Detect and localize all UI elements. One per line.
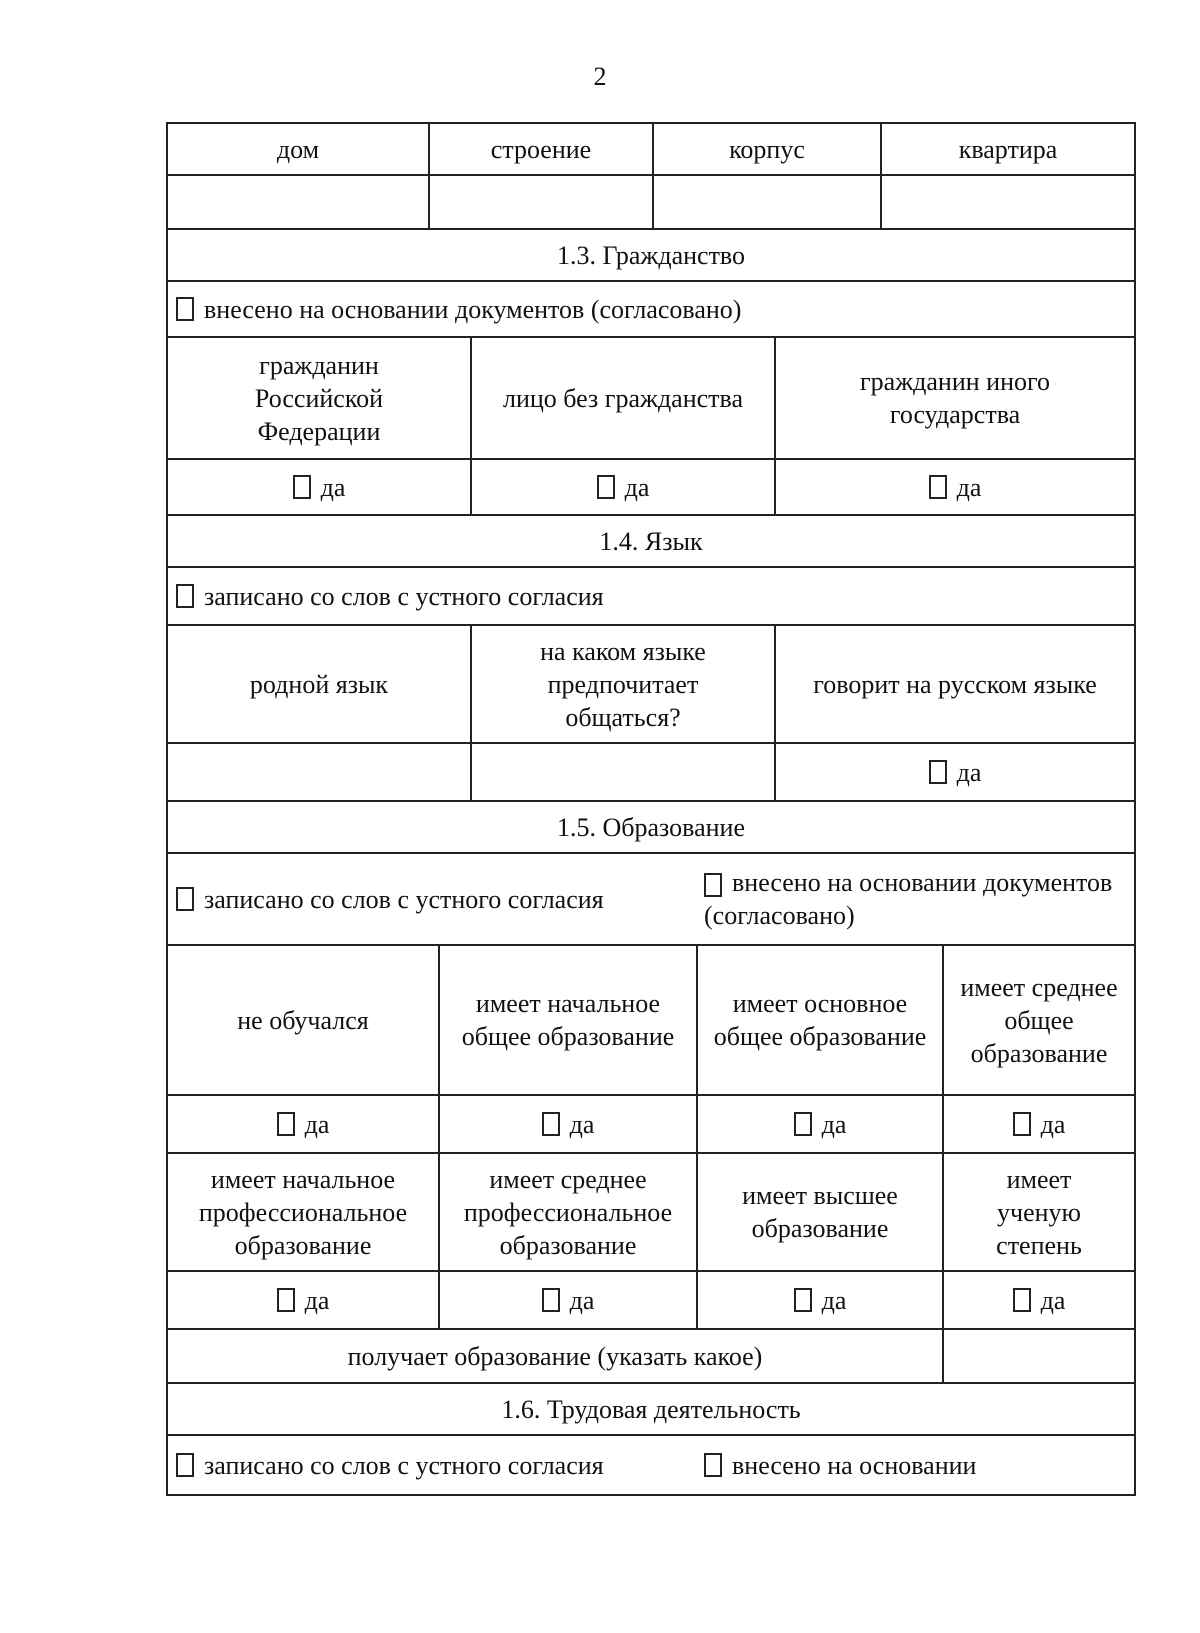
- employment-note-row: [166, 1436, 1136, 1496]
- citizenship-note-row: [166, 282, 1136, 338]
- header-no-education: не обучался: [168, 946, 440, 1094]
- header-apartment: квартира: [958, 134, 1058, 164]
- header-secondary-vocational: имеет среднее профессиональное образование: [440, 1154, 698, 1270]
- employment-section-title: [166, 1384, 1136, 1436]
- header-building: строение: [430, 124, 654, 174]
- citizenship-yes-row: [166, 460, 1136, 516]
- citizenship-note: [168, 282, 1134, 336]
- form-table: [166, 122, 1136, 1496]
- yes-cell: [168, 1096, 440, 1152]
- education-title: 1.5. Образование: [556, 812, 745, 842]
- yes-label: да: [1040, 1285, 1066, 1315]
- yes-label: да: [956, 472, 982, 502]
- option-russian-citizen-label: гражданин Российской Федерации: [254, 350, 384, 446]
- education-note-row: [166, 854, 1136, 946]
- secondary-vocational-checkbox[interactable]: [542, 1288, 560, 1312]
- yes-label: да: [821, 1109, 847, 1139]
- building-field[interactable]: [430, 176, 654, 228]
- employment-note-left-label: записано со слов с устного согласия: [204, 1450, 604, 1480]
- education-row1-headers: [166, 946, 1136, 1096]
- header-native-language: родной язык: [168, 626, 472, 742]
- house-field[interactable]: [168, 176, 430, 228]
- address-header-row: [166, 122, 1136, 176]
- language-values-row: [166, 744, 1136, 802]
- yes-cell: [472, 460, 776, 514]
- employment-documents-checkbox[interactable]: [704, 1453, 722, 1477]
- header-primary-general: [440, 946, 698, 1094]
- header-higher: [698, 1154, 944, 1270]
- yes-label: да: [1040, 1109, 1066, 1139]
- no-education-checkbox[interactable]: [277, 1112, 295, 1136]
- address-values-row: [166, 176, 1136, 230]
- option-russian-citizen: [168, 338, 472, 458]
- primary-general-checkbox[interactable]: [542, 1112, 560, 1136]
- education-row1-yes: [166, 1096, 1136, 1154]
- citizenship-note-label: внесено на основании документов (согласовано): [204, 294, 742, 324]
- header-primary-general-label: имеет начальное общее образование: [461, 989, 675, 1051]
- yes-label: да: [569, 1285, 595, 1315]
- language-section-title: [166, 516, 1136, 568]
- header-academic-degree: [944, 1154, 1134, 1270]
- option-foreign-citizen: [776, 338, 1134, 458]
- education-note-left-label: записано со слов с устного согласия: [204, 884, 604, 914]
- yes-cell: [168, 460, 472, 514]
- language-oral-consent-checkbox[interactable]: [176, 584, 194, 608]
- yes-label: да: [320, 472, 346, 502]
- education-row2-headers: [166, 1154, 1136, 1272]
- header-house: дом: [168, 124, 430, 174]
- yes-label: да: [569, 1109, 595, 1139]
- russian-citizen-checkbox[interactable]: [293, 475, 311, 499]
- header-preferred-language: [472, 626, 776, 742]
- employment-note-right-label: внесено на основании: [732, 1450, 977, 1480]
- yes-label: да: [821, 1285, 847, 1315]
- employment-oral-consent-checkbox[interactable]: [176, 1453, 194, 1477]
- yes-cell: [776, 460, 1134, 514]
- higher-education-checkbox[interactable]: [794, 1288, 812, 1312]
- yes-cell: [944, 1272, 1134, 1328]
- header-secondary-general: [944, 946, 1134, 1094]
- option-stateless: лицо без гражданства: [472, 338, 776, 458]
- education-note-left: [168, 854, 696, 944]
- block-field[interactable]: [654, 176, 882, 228]
- yes-cell: [776, 744, 1134, 800]
- employment-note-right: [696, 1436, 1134, 1494]
- preferred-language-field[interactable]: [472, 744, 776, 800]
- secondary-general-checkbox[interactable]: [1013, 1112, 1031, 1136]
- foreign-citizen-checkbox[interactable]: [929, 475, 947, 499]
- header-block: корпус: [654, 124, 882, 174]
- native-language-field[interactable]: [168, 744, 472, 800]
- citizenship-documents-checkbox[interactable]: [176, 297, 194, 321]
- primary-vocational-checkbox[interactable]: [277, 1288, 295, 1312]
- header-primary-vocational: имеет начальное профессиональное образование: [168, 1154, 440, 1270]
- header-basic-general: [698, 946, 944, 1094]
- education-row2-yes: [166, 1272, 1136, 1330]
- yes-label: да: [304, 1109, 330, 1139]
- header-academic-degree-label: имеет ученую степень: [996, 1164, 1082, 1260]
- language-header-row: [166, 626, 1136, 744]
- language-note-label: записано со слов с устного согласия: [204, 581, 604, 611]
- yes-cell: [440, 1096, 698, 1152]
- current-education-label: получает образование (указать какое): [168, 1330, 944, 1382]
- citizenship-options-row: [166, 338, 1136, 460]
- education-documents-checkbox[interactable]: [704, 873, 722, 897]
- yes-cell: [440, 1272, 698, 1328]
- header-basic-general-label: имеет основное общее образование: [713, 989, 927, 1051]
- language-note: [168, 568, 1134, 624]
- current-education-field[interactable]: [944, 1330, 1134, 1382]
- employment-note-left: [168, 1436, 696, 1494]
- header-secondary-general-label: имеет среднее общее образование: [960, 972, 1118, 1068]
- employment-title: 1.6. Трудовая деятельность: [501, 1394, 801, 1424]
- citizenship-title: 1.3. Гражданство: [556, 240, 746, 270]
- header-preferred-language-label: на каком языке предпочитает общаться?: [540, 636, 706, 732]
- yes-cell: [698, 1096, 944, 1152]
- yes-label: да: [304, 1285, 330, 1315]
- speaks-russian-checkbox[interactable]: [929, 760, 947, 784]
- language-title: 1.4. Язык: [599, 526, 703, 556]
- header-speaks-russian: говорит на русском языке: [813, 669, 1097, 699]
- yes-label: да: [624, 472, 650, 502]
- education-oral-consent-checkbox[interactable]: [176, 887, 194, 911]
- yes-cell: [168, 1272, 440, 1328]
- citizenship-section-title: [166, 230, 1136, 282]
- page-number: 2: [593, 62, 607, 91]
- education-note-right: [696, 854, 1134, 944]
- header-higher-label: имеет высшее образование: [742, 1181, 898, 1243]
- yes-label: да: [956, 757, 982, 787]
- yes-cell: [698, 1272, 944, 1328]
- language-note-row: [166, 568, 1136, 626]
- stateless-checkbox[interactable]: [597, 475, 615, 499]
- education-note-right-label: внесено на основании документов (согласовано): [704, 868, 1113, 930]
- yes-cell: [944, 1096, 1134, 1152]
- option-foreign-citizen-label: гражданин иного государства: [859, 367, 1051, 429]
- basic-general-checkbox[interactable]: [794, 1112, 812, 1136]
- apartment-field[interactable]: [882, 176, 1134, 228]
- academic-degree-checkbox[interactable]: [1013, 1288, 1031, 1312]
- education-section-title: [166, 802, 1136, 854]
- education-current-row: [166, 1330, 1136, 1384]
